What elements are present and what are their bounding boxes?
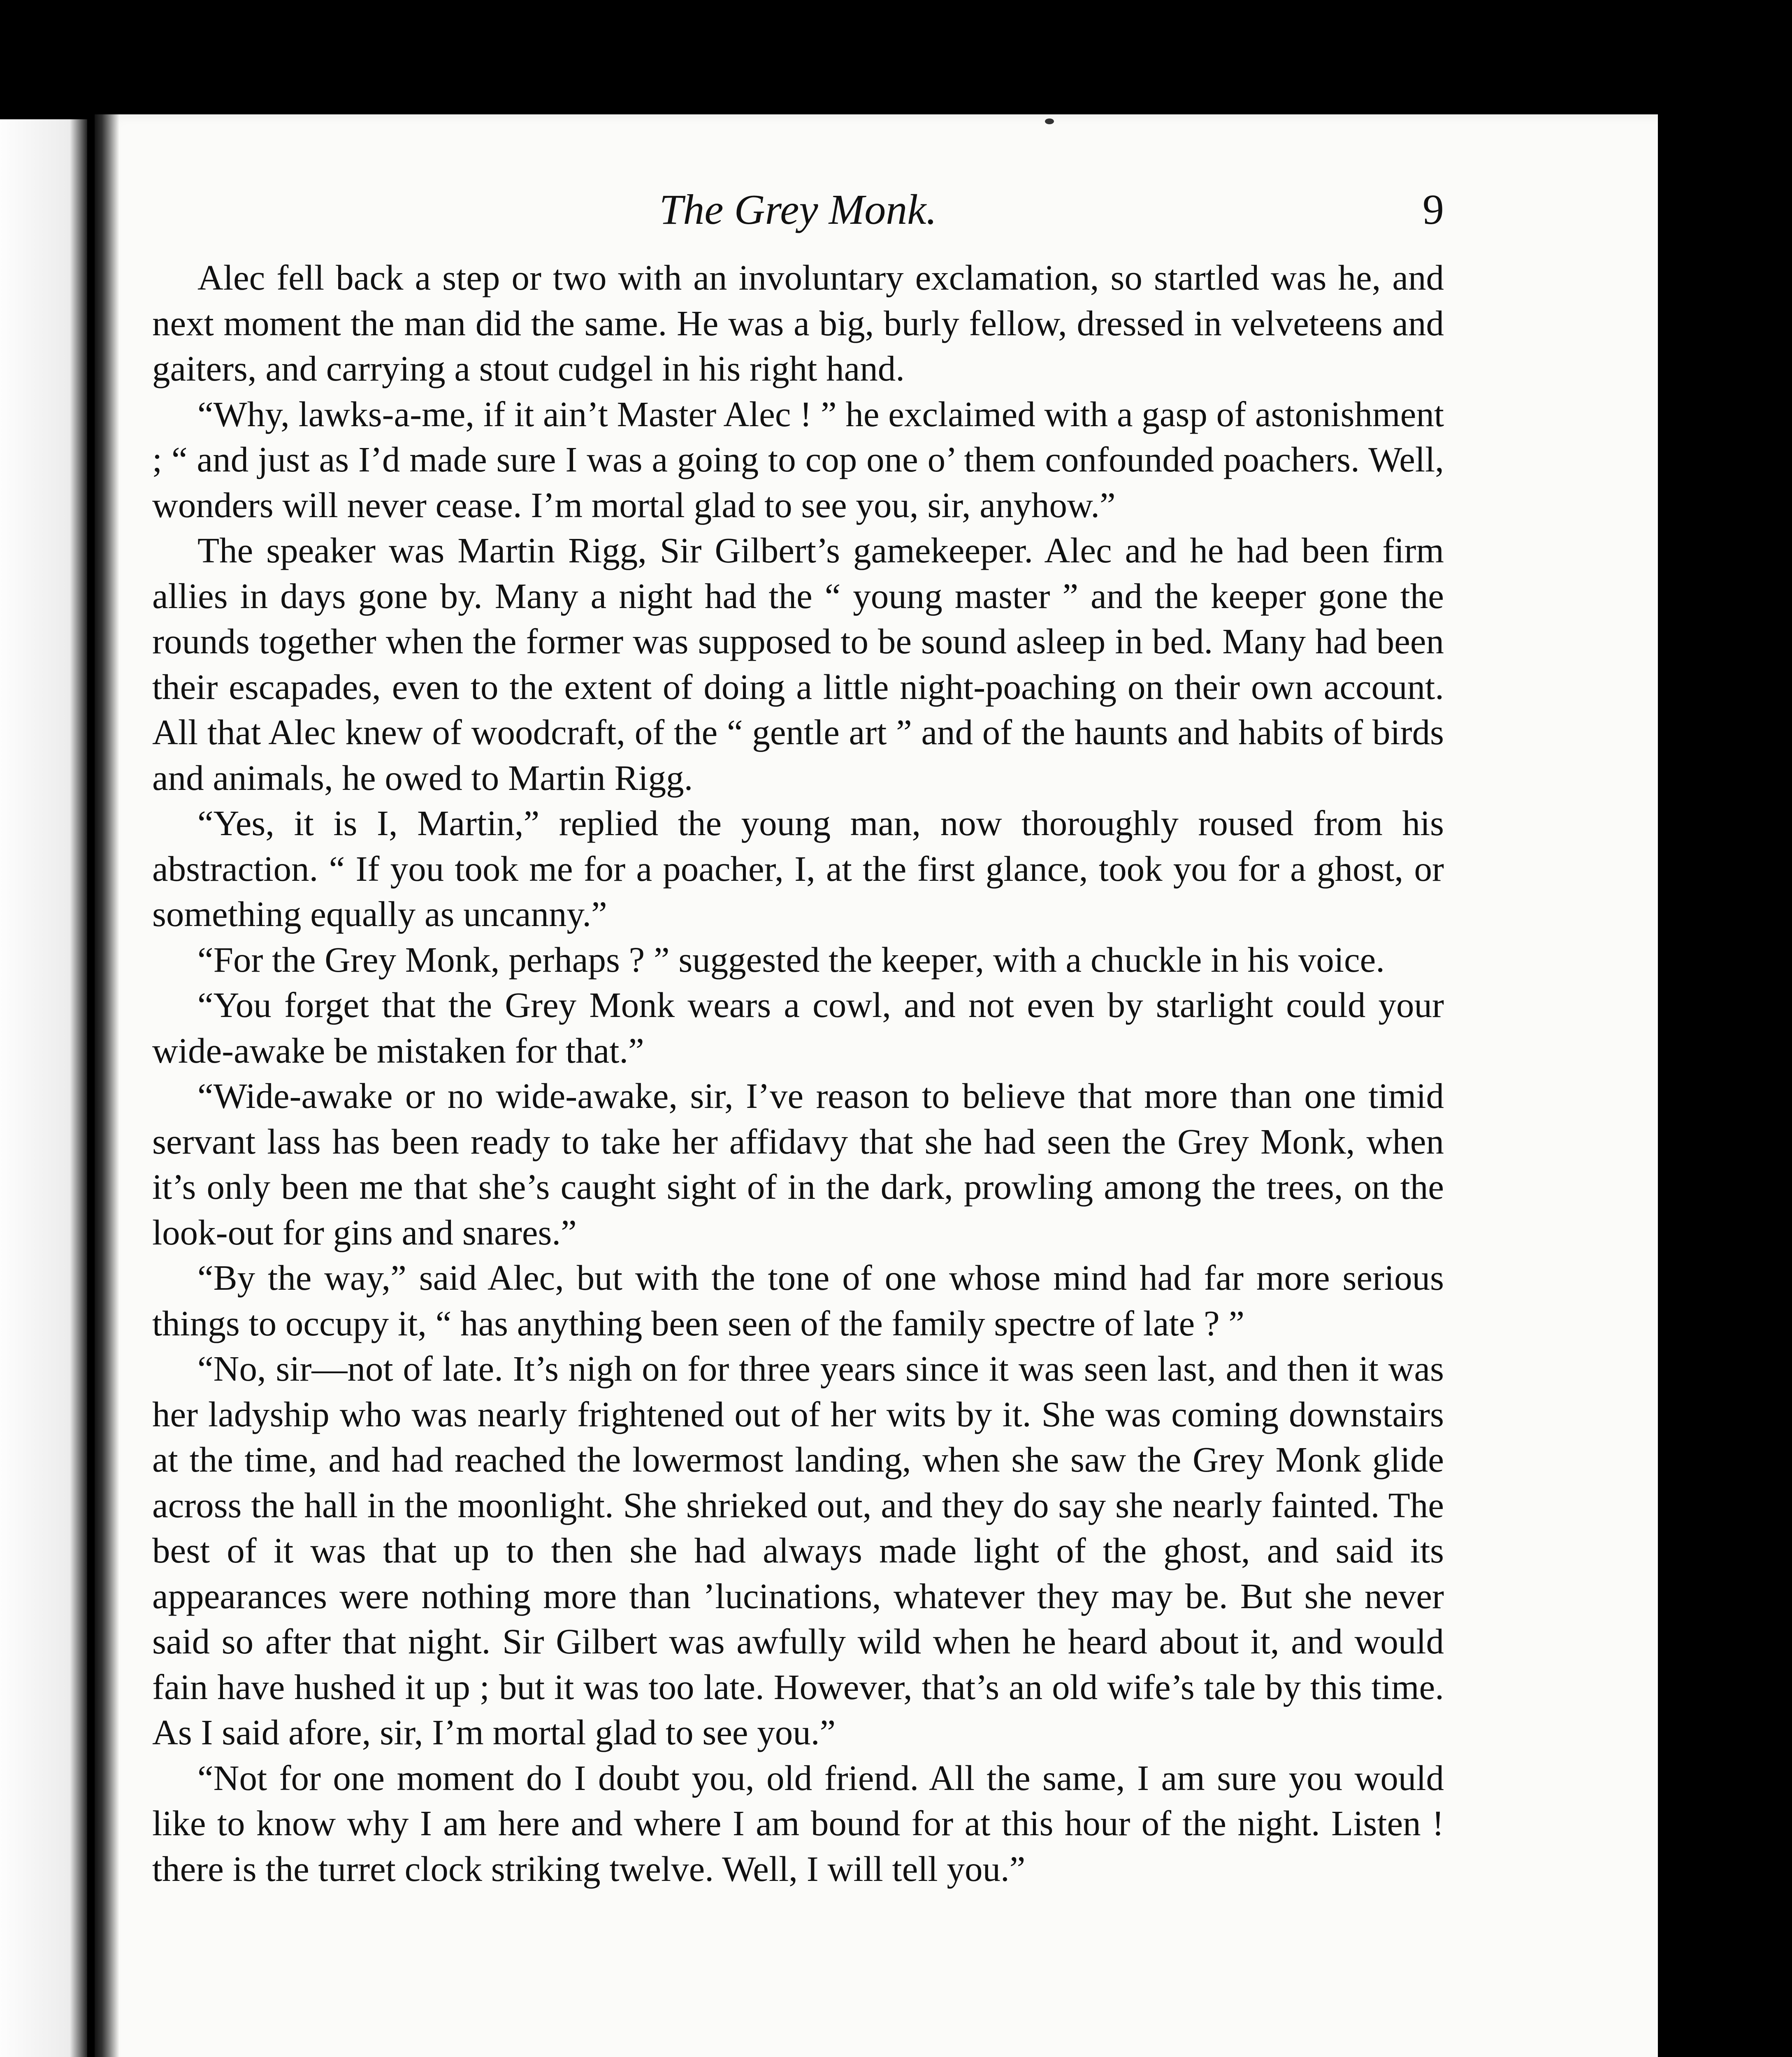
paragraph: “No, sir—not of late. It’s nigh on for three years since it was seen last, and then it was her ladyship who was nearly frightened out of her wits by it. She was coming downstairs at the time, and had reached the lowermost landing, when she saw the Grey Monk glide across the hall in the moonlight. She shrieked out, and they do say she nearly fainted. The best of it was that up to then she had always made light of the ghost, and said its appearances were nothing more than ’lucinations, whatever they may be. But she never said so after that night. Sir Gilbert was awfully wild when he heard about it, and would fain have hushed it up ; but it was too late. However, that’s an old wife’s tale by this time. As I said afore, sir, I’m mortal glad to see you.”	[152, 1349, 1444, 1752]
body-text	[152, 255, 1444, 1892]
paragraph: “You forget that the Grey Monk wears a cowl, and not even by starlight could your wide-awake be mistaken for that.”	[152, 985, 1444, 1070]
running-head	[152, 177, 1444, 243]
paragraph: “Wide-awake or no wide-awake, sir, I’ve reason to believe that more than one timid servant lass has been ready to take her affidavy that she had seen the Grey Monk, when it’s only been me that she’s caught sight of in the dark, prowling among the trees, on the look-out for gins and snares.”	[152, 1076, 1444, 1252]
paragraph: “Not for one moment do I doubt you, old friend. All the same, I am sure you would like to know why I am here and where I am bound for at this hour of the night. Listen ! there is the turret clock striking twelve. Well, I will tell you.”	[152, 1758, 1444, 1889]
paragraph: The speaker was Martin Rigg, Sir Gilbert’s gamekeeper. Alec and he had been firm allies in days gone by. Many a night had the “ young master ” and the keeper gone the rounds together when the former was supposed to be sound asleep in bed. Many had been their escapades, even to the extent of doing a little night-poaching on their own account. All that Alec knew of woodcraft, of the “ gentle art ” and of the haunts and habits of birds and animals, he owed to Martin Rigg.	[152, 530, 1444, 798]
paragraph: “For the Grey Monk, perhaps ? ” suggested the keeper, with a chuckle in his voice.	[197, 939, 1385, 980]
page-number: 9	[1423, 186, 1444, 233]
paragraph: Alec fell back a step or two with an involuntary exclamation, so startled was he, and next moment the man did the same. He was a big, burly fellow, dressed in velveteens and gaiters, and carrying a stout cudgel in his right hand.	[152, 258, 1444, 388]
running-title: The Grey Monk.	[659, 186, 937, 233]
dust-speck	[1045, 118, 1054, 124]
facing-page-edge	[0, 119, 87, 2057]
paragraph: “By the way,” said Alec, but with the tone of one whose mind had far more serious things to occupy it, “ has anything been seen of the family spectre of late ? ”	[152, 1258, 1444, 1343]
paragraph: “Why, lawks-a-me, if it ain’t Master Alec ! ” he exclaimed with a gasp of astonishment ; “ and just as I’d made sure I was a going to cop one o’ them confounded poachers. Well, wonders will never cease. I’m mortal glad to see you, sir, anyhow.”	[152, 394, 1444, 525]
paragraph: “Yes, it is I, Martin,” replied the young man, now thoroughly roused from his abstraction. “ If you took me for a poacher, I, at the first glance, took you for a ghost, or something equally as uncanny.”	[152, 803, 1444, 934]
